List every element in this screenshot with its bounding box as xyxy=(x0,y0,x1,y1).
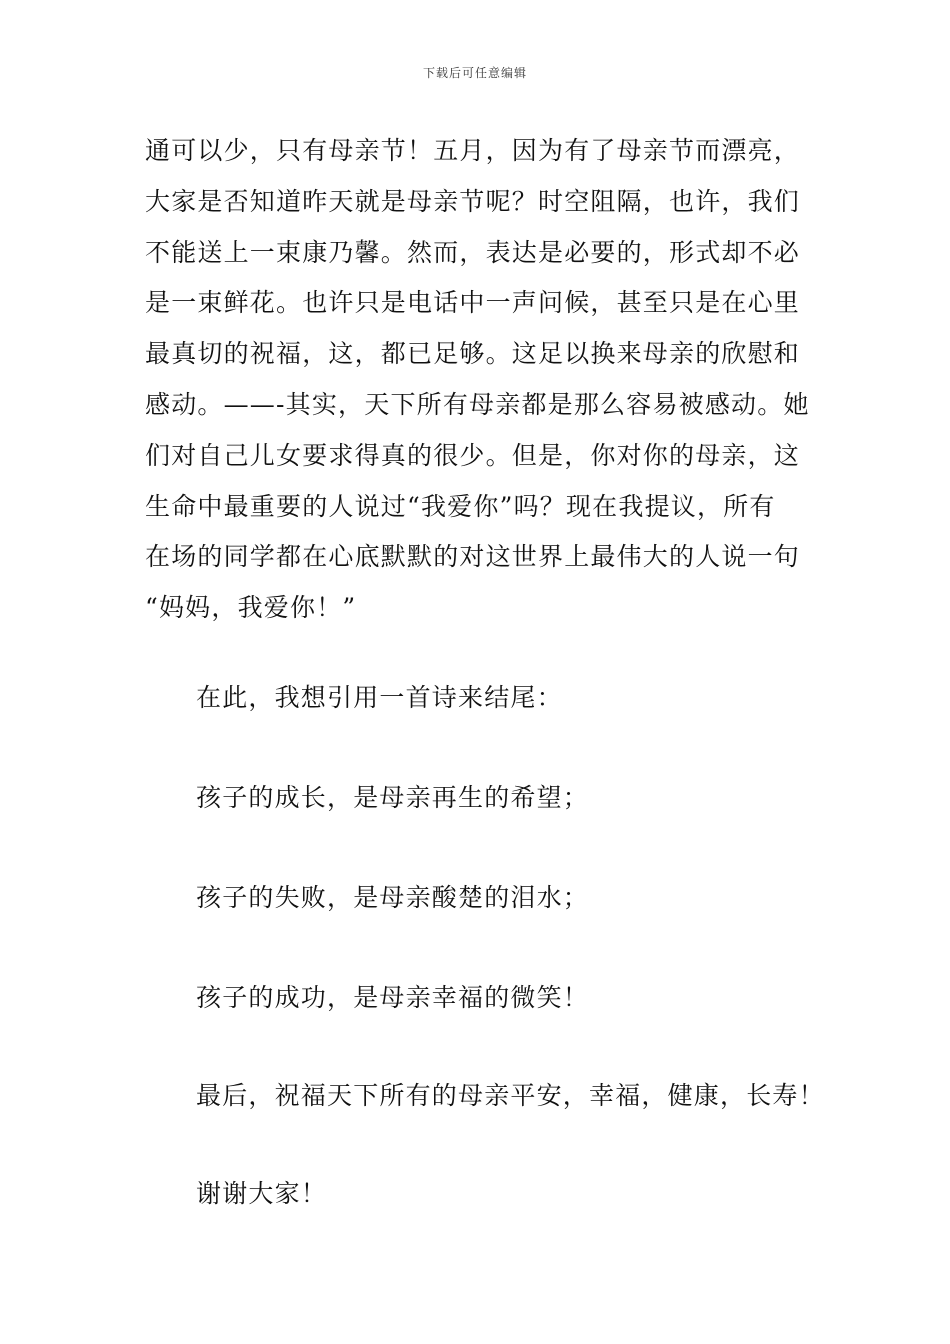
text-line: 是一束鲜花。也许只是电话中一声问候，甚至只是在心里 xyxy=(145,288,801,318)
main-paragraph xyxy=(145,126,810,634)
blessing-paragraph: 最后，祝福天下所有的母亲平安，幸福，健康，长寿！ xyxy=(196,1081,825,1110)
text-line: 在场的同学都在心底默默的对这世界上最伟大的人说一句 xyxy=(145,542,801,572)
text-line: “妈妈，我爱你！” xyxy=(145,593,357,623)
text-line: 通可以少，只有母亲节！五月，因为有了母亲节而漂亮， xyxy=(145,136,801,165)
poem-line-1: 孩子的成长，是母亲再生的希望； xyxy=(196,783,590,812)
text-line: 最真切的祝福，这，都已足够。这足以换来母亲的欣慰和 xyxy=(145,339,801,369)
closing-intro-paragraph: 在此，我想引用一首诗来结尾： xyxy=(196,683,563,712)
poem-line-2: 孩子的失败，是母亲酸楚的泪水； xyxy=(196,883,590,912)
paragraph-text xyxy=(145,126,810,634)
text-line: 感动。——-其实，天下所有母亲都是那么容易被感动。她 xyxy=(145,389,810,419)
thanks-paragraph: 谢谢大家！ xyxy=(196,1179,328,1208)
page-header-note: 下载后可任意编辑 xyxy=(422,66,527,80)
text-line: 们对自己儿女要求得真的很少。但是，你对你的母亲，这 xyxy=(145,440,801,470)
poem-line-3: 孩子的成功，是母亲幸福的微笑！ xyxy=(196,983,590,1012)
text-line: 不能送上一束康乃馨。然而，表达是必要的，形式却不必 xyxy=(145,237,801,267)
text-line: 生命中最重要的人说过“我爱你”吗？现在我提议，所有 xyxy=(145,491,776,521)
text-line: 大家是否知道昨天就是母亲节呢？时空阻隔，也许，我们 xyxy=(145,186,801,216)
